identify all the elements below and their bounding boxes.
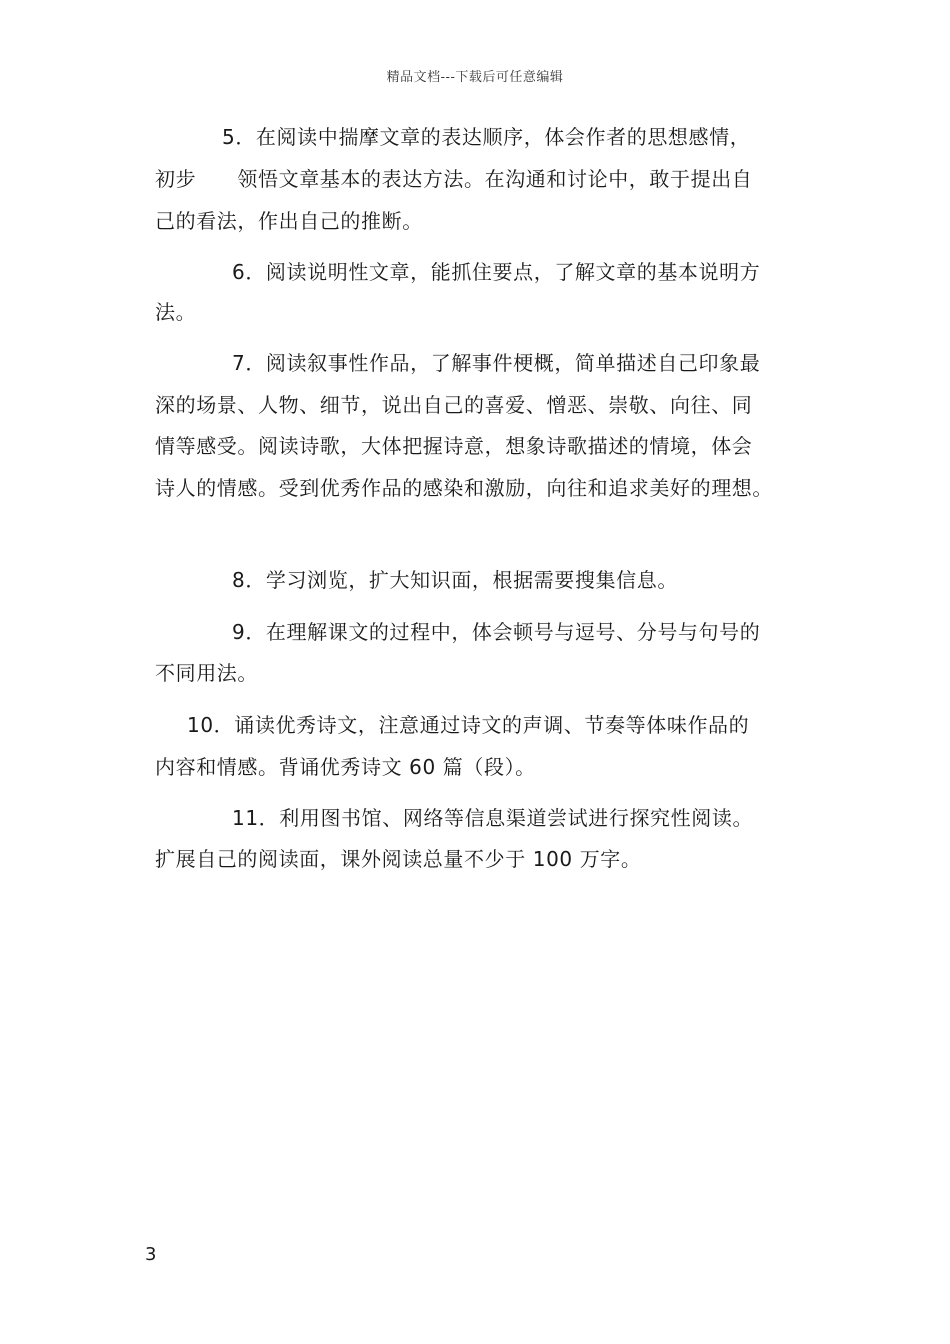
paragraph-line: 初步 领悟文章基本的表达方法。在沟通和讨论中，敢于提出自 [155,167,753,191]
paragraph-line: 内容和情感。背诵优秀诗文 60 篇（段）。 [155,755,536,779]
page-header: 精品文档---下载后可任意编辑 [386,70,564,85]
paragraph-line: 不同用法。 [155,661,258,685]
paragraph-line: 深的场景、人物、细节，说出自己的喜爱、憎恶、崇敬、向往、同 [155,393,753,417]
paragraph-line: 5．在阅读中揣摩文章的表达顺序，体会作者的思想感情， [222,125,751,149]
paragraph-line: 10．诵读优秀诗文，注意通过诗文的声调、节奏等体味作品的 [187,713,750,737]
paragraph-line: 诗人的情感。受到优秀作品的感染和激励，向往和追求美好的理想。 [155,476,773,500]
paragraph-line: 扩展自己的阅读面，课外阅读总量不少于 100 万字。 [155,847,642,871]
paragraph-line: 8．学习浏览，扩大知识面，根据需要搜集信息。 [232,568,678,592]
page-number: 3 [145,1244,157,1265]
paragraph-line: 情等感受。阅读诗歌，大体把握诗意，想象诗歌描述的情境，体会 [155,434,753,458]
paragraph-line: 己的看法，作出自己的推断。 [155,209,423,233]
paragraph-line: 11．利用图书馆、网络等信息渠道尝试进行探究性阅读。 [232,806,754,830]
paragraph-line: 6．阅读说明性文章，能抓住要点，了解文章的基本说明方 [232,260,761,284]
paragraph-line: 法。 [155,300,197,324]
paragraph-line: 9．在理解课文的过程中，体会顿号与逗号、分号与句号的 [232,620,761,644]
paragraph-line: 7．阅读叙事性作品，了解事件梗概，简单描述自己印象最 [232,351,761,375]
